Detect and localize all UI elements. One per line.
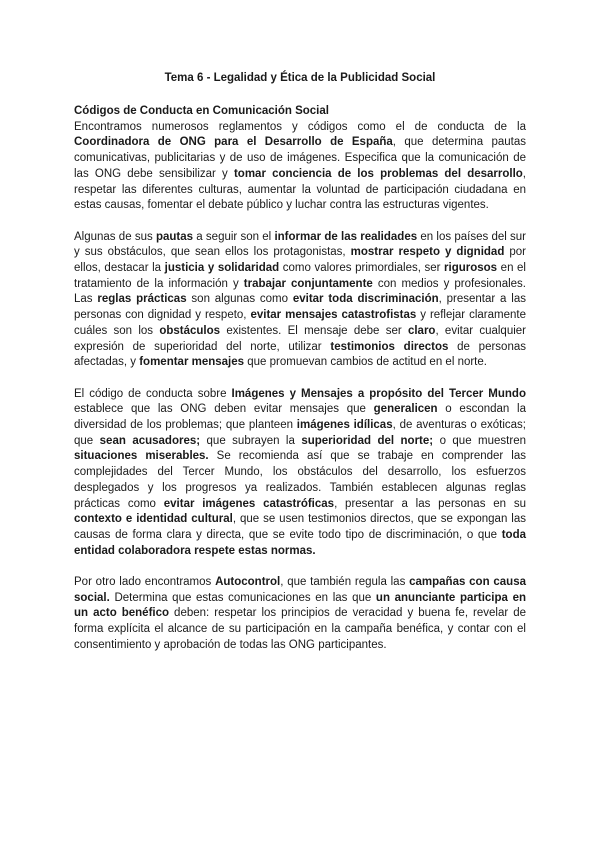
text-run: , respetar las diferentes culturas, aumentar la voluntad de participación ciudadana en estas causas, fomentar el debate público y luchar contra las estructuras vigentes. [74, 167, 526, 212]
paragraph-1-text [74, 121, 526, 212]
paragraph-3 [74, 387, 526, 560]
text-run: y reflejar claramente cuáles son los [74, 309, 526, 337]
bold-run: mostrar respeto y dignidad [350, 246, 505, 259]
paragraph-4-text [74, 576, 526, 651]
bold-run: situaciones miserables. [74, 450, 209, 463]
text-run: Se recomienda así que se trabaje en comprender las complejidades del Tercer Mundo, los obstáculos del desarrollo, los esfuerzos desplegados y los progresos ya realizados. También establecen algunas reglas prácticas como [74, 450, 526, 510]
bold-run: trabajar conjuntamente [243, 277, 373, 290]
text-run: son algunas como [186, 293, 293, 306]
bold-run: rigurosos [444, 262, 498, 275]
text-run: por ellos, destacar la [74, 246, 526, 275]
paragraph-3-text [74, 388, 526, 557]
bold-run: tomar conciencia de los problemas del desarrollo [233, 167, 523, 180]
bold-run: testimonios directos [330, 340, 449, 353]
text-run: , de aventuras o exóticas; que [74, 419, 526, 447]
text-run: Determina que estas comunicaciones en las que [109, 591, 376, 604]
bold-run: un anunciante participa en un acto benéfico [74, 591, 526, 620]
bold-run: reglas prácticas [97, 293, 187, 306]
text-run: , que también regula las [280, 576, 410, 589]
text-run: que promuevan cambios de actitud en el norte. [244, 356, 487, 369]
bold-run: superioridad del norte; [301, 434, 434, 447]
bold-run: evitar imágenes catastróficas [163, 497, 335, 510]
text-run: que subrayen la [200, 434, 302, 447]
bold-run: fomentar mensajes [139, 356, 245, 369]
text-run: de personas afectadas, y [74, 340, 526, 369]
bold-run: justicia y solidaridad [164, 262, 280, 275]
text-run: Algunas de sus [74, 230, 156, 243]
document-title: Tema 6 - Legalidad y Ética de la Publicidad Social [164, 72, 436, 84]
bold-run: campañas con causa social. [74, 576, 526, 604]
text-run: con medios y profesionales. Las [74, 277, 526, 306]
paragraph-4 [74, 575, 526, 654]
text-run: El código de conducta sobre [74, 387, 232, 400]
text-run: existentes. El mensaje debe ser [220, 324, 408, 337]
bold-run: generalicen [373, 403, 438, 416]
paragraph-1 [74, 104, 526, 214]
text-run: a seguir son el [193, 230, 275, 243]
bold-run: informar de las realidades [274, 230, 418, 243]
text-run: deben: respetar los principios de veracidad y buena fe, revelar de forma explícita el alcance de su participación en la campaña benéfica, y contar con el consentimiento y aprobación de todas las ONG participantes. [74, 607, 526, 651]
text-run: en los países del sur y sus obstáculos, que sean ellos los protagonistas, [74, 230, 527, 259]
text-run: establece que las ONG deben evitar mensajes que [74, 403, 374, 416]
bold-run: contexto e identidad cultural [74, 513, 233, 526]
text-run: , que se usen testimonios directos, que se expongan las causas de forma clara y directa, que se evite todo tipo de discriminación, o que [74, 513, 526, 541]
text-run: , que determina pautas comunicativas, publicitarias y de uso de imágenes. Especifica que la comunicación de las ONG debe sensibilizar y [74, 136, 526, 180]
bold-run: pautas [155, 230, 194, 243]
paragraph-2-text [74, 231, 526, 369]
text-run: como valores primordiales, ser [279, 262, 445, 275]
bold-run: obstáculos [159, 324, 221, 337]
bold-run: claro [407, 324, 436, 337]
text-run: o que muestren [433, 434, 526, 447]
section-heading: Códigos de Conducta en Comunicación Social [74, 105, 329, 117]
bold-run: Coordinadora de ONG para el Desarrollo de España [74, 136, 393, 149]
bold-run: evitar mensajes catastrofistas [250, 309, 417, 322]
bold-run: sean acusadores; [99, 434, 201, 447]
text-run: o escondan la diversidad de los problemas; que planteen [74, 403, 526, 432]
bold-run: Imágenes y Mensajes a propósito del Tercer Mundo [231, 387, 526, 400]
document-body [74, 104, 526, 669]
bold-run: toda entidad colaboradora respete estas normas. [74, 528, 526, 557]
text-run: Por otro lado encontramos [74, 576, 216, 589]
text-run: , evitar cualquier expresión de superioridad del norte, utilizar [74, 324, 526, 353]
paragraph-2 [74, 230, 526, 371]
text-run: en el tratamiento de la información y [74, 262, 526, 290]
bold-run: imágenes idílicas [296, 419, 393, 432]
text-run: , presentar a las personas con dignidad y respeto, [74, 293, 526, 322]
text-run: , presentar a las personas en su [334, 497, 526, 510]
bold-run: Autocontrol [215, 576, 281, 589]
text-run: Encontramos numerosos reglamentos y códigos como el de conducta de la [74, 120, 526, 133]
bold-run: evitar toda discriminación [292, 293, 439, 306]
